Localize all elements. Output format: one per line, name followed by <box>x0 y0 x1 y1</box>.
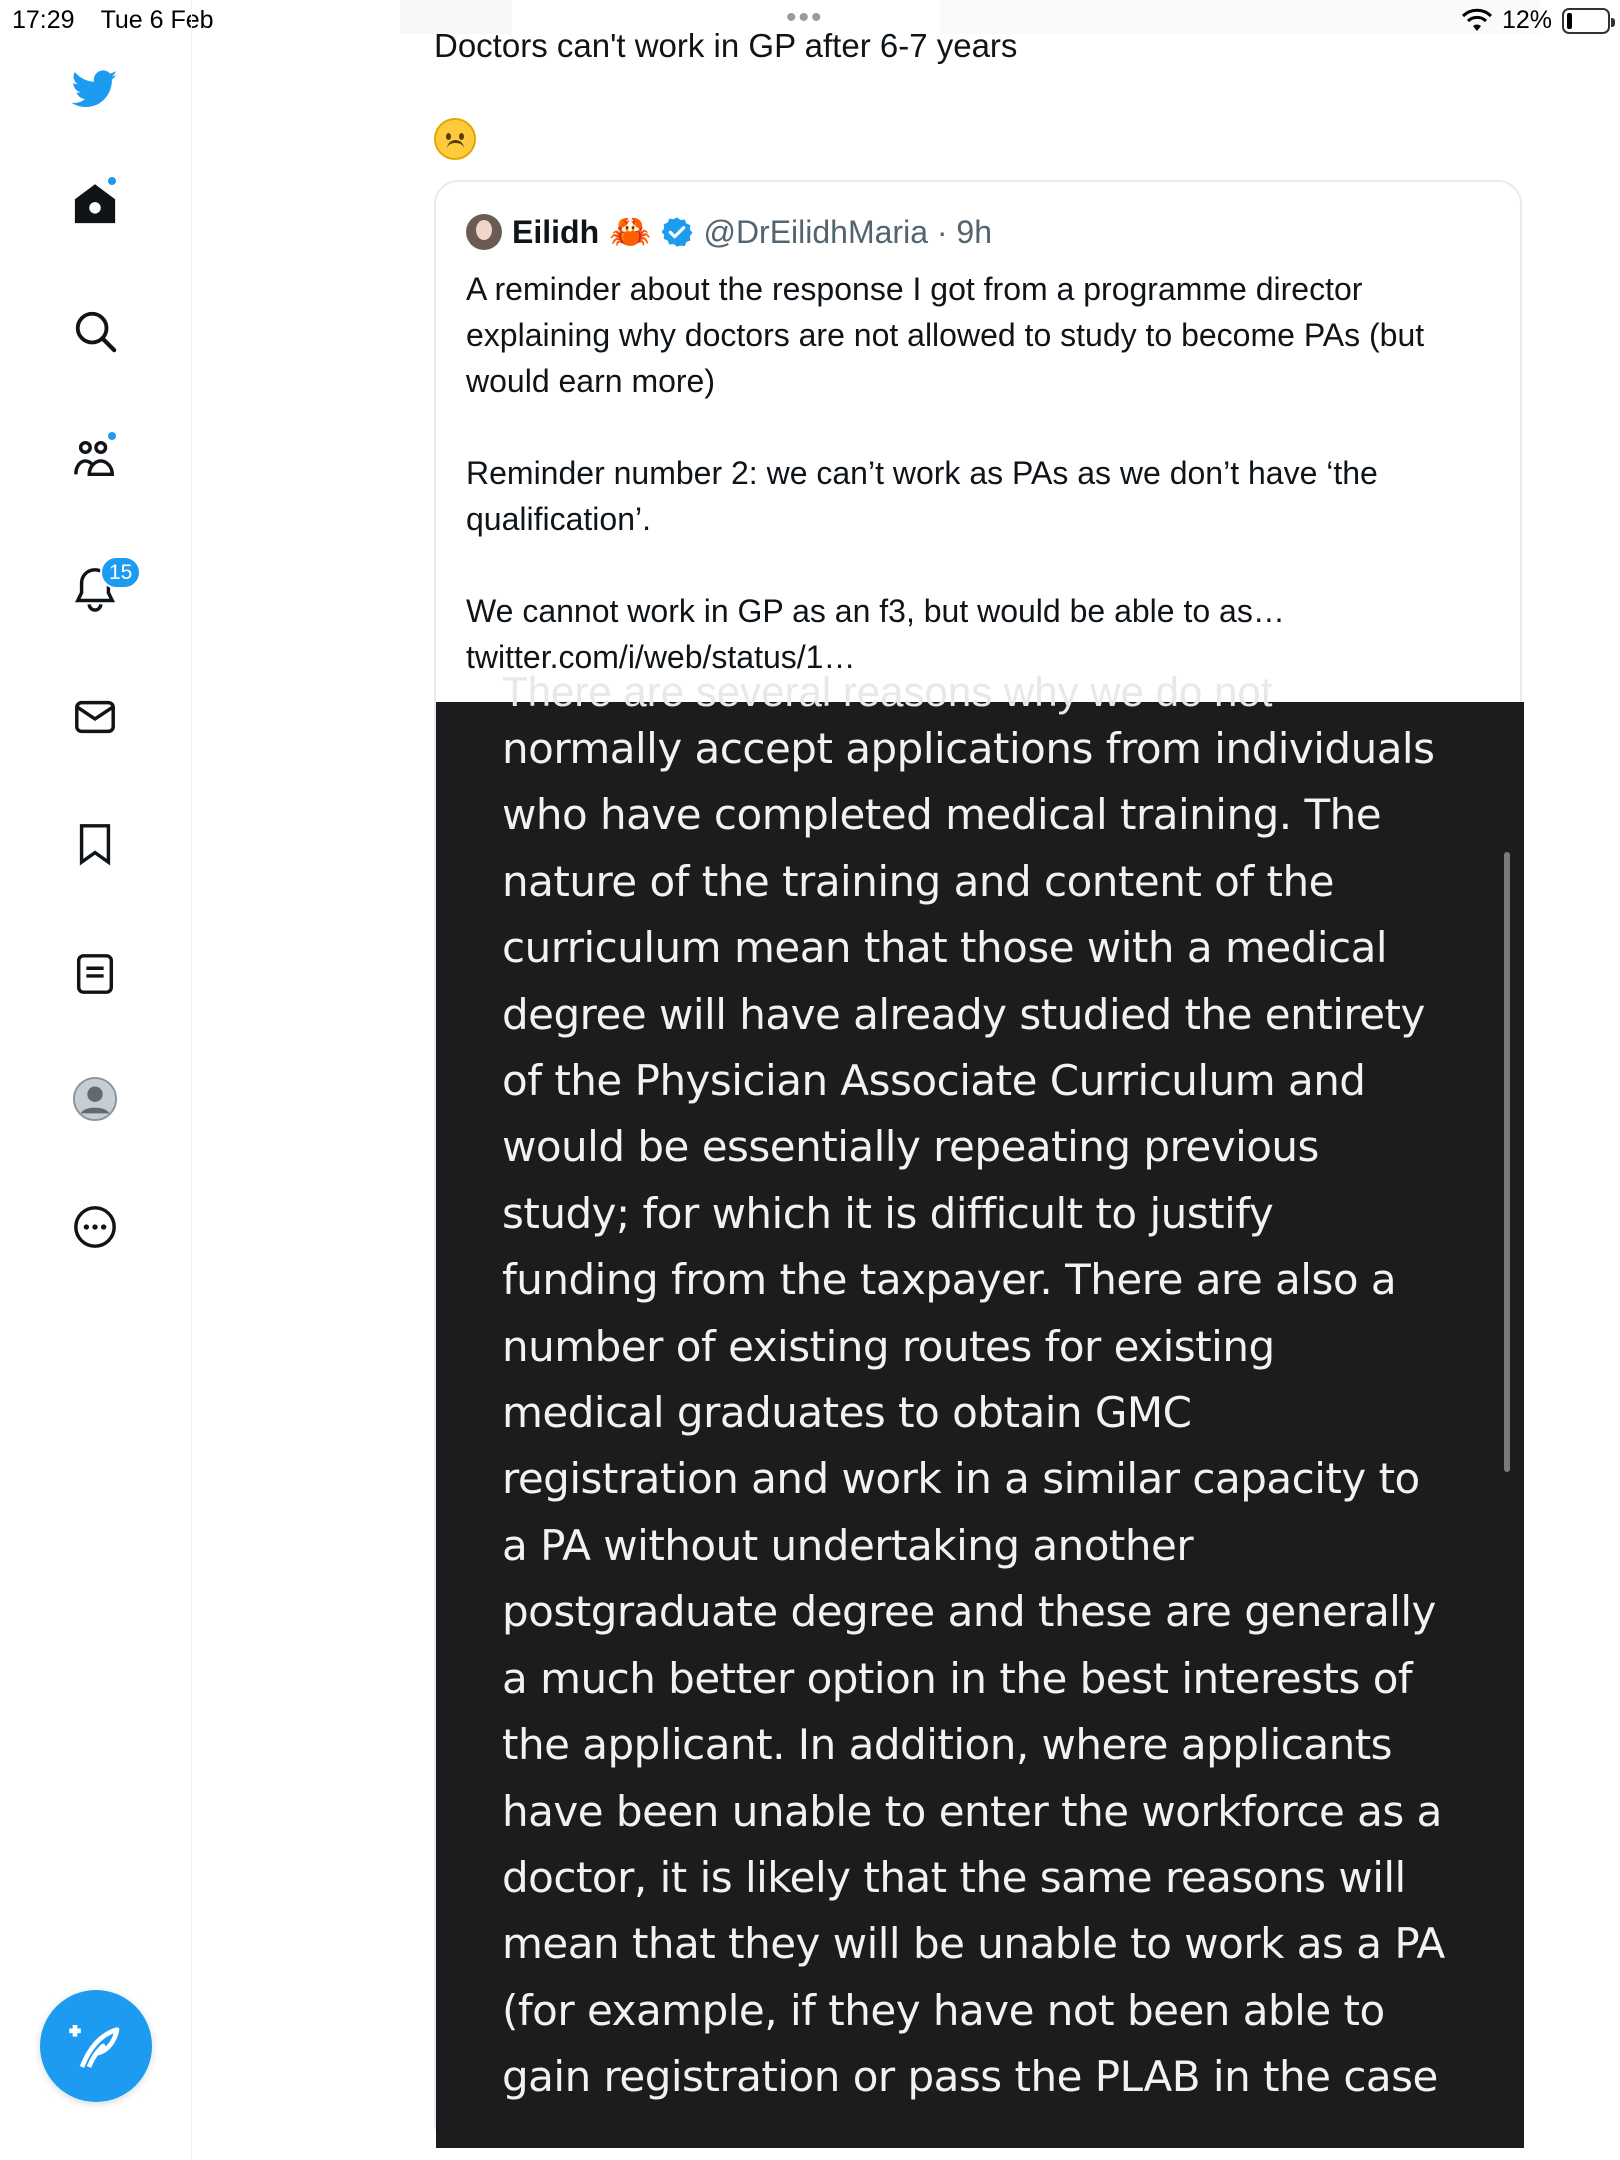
wifi-icon <box>1462 9 1492 33</box>
image-text-line: mean that they will be unable to work as a PA <box>502 1919 1445 1969</box>
image-text-line: (for example, if they have not been able to <box>502 1985 1385 2035</box>
quoted-author-name[interactable]: Eilidh <box>512 213 600 250</box>
quoted-paragraph: A reminder about the response I got from a programme director explaining why doctors are not allowed to study to become PAs (but would earn more) <box>466 271 1425 399</box>
avatar[interactable] <box>466 214 502 250</box>
image-text-line: the applicant. In addition, where applicants <box>502 1720 1393 1770</box>
bookmark-icon <box>72 821 118 867</box>
sidebar-item-messages[interactable] <box>66 688 124 746</box>
handle-text: @DrEilidhMaria <box>703 213 928 250</box>
quoted-tweet-image[interactable] <box>436 668 1524 2148</box>
top-strip-right <box>940 0 1540 34</box>
image-text-line: gain registration or pass the PLAB in the case <box>502 2052 1438 2102</box>
battery-level <box>1567 13 1572 29</box>
verified-badge-icon <box>661 216 693 248</box>
sidebar <box>0 0 192 2160</box>
image-text-line: funding from the taxpayer. There are also a <box>502 1255 1397 1305</box>
image-text-line: postgraduate degree and these are generally <box>502 1587 1436 1637</box>
image-text-line: curriculum mean that those with a medical <box>502 923 1388 973</box>
battery-icon <box>1562 8 1610 34</box>
image-text-line: registration and work in a similar capacity to <box>502 1454 1420 1504</box>
upside-down-face-emoji <box>434 118 476 160</box>
home-notification-dot <box>106 175 118 187</box>
sidebar-item-profile[interactable] <box>66 1070 124 1128</box>
image-text-line: a much better option in the best interests of <box>502 1653 1413 1703</box>
sidebar-item-communities[interactable] <box>66 430 124 488</box>
home-icon <box>72 181 118 227</box>
quoted-tweet-card[interactable] <box>434 180 1522 2146</box>
sidebar-item-lists[interactable] <box>66 945 124 1003</box>
image-text-line: study; for which it is difficult to justify <box>502 1188 1274 1238</box>
meta-separator: · <box>936 213 948 250</box>
status-bar-right <box>1462 6 1610 35</box>
status-date: Tue 6 Feb <box>100 6 214 34</box>
sidebar-item-explore[interactable] <box>66 302 124 360</box>
sidebar-item-bookmarks[interactable] <box>66 815 124 873</box>
quoted-tweet-header <box>466 212 992 252</box>
quoted-paragraph: We cannot work in GP as an f3, but would be able to as… twitter.com/i/web/status/1… <box>466 593 1285 675</box>
more-icon <box>72 1204 118 1250</box>
image-text-line: of the Physician Associate Curriculum and <box>502 1056 1366 1106</box>
multitasking-dots-icon[interactable]: ••• <box>786 1 824 34</box>
communities-notification-dot <box>106 430 118 442</box>
image-text-line: medical graduates to obtain GMC <box>502 1388 1192 1438</box>
image-text-line: a PA without undertaking another <box>502 1520 1194 1570</box>
image-text-block <box>502 716 1502 2111</box>
sidebar-item-home[interactable] <box>66 175 124 233</box>
quoted-paragraph: Reminder number 2: we can’t work as PAs as we don’t have ‘the qualification’. <box>466 455 1378 537</box>
quoted-tweet-body <box>466 266 1486 680</box>
image-text-line: degree will have already studied the entirety <box>502 989 1425 1039</box>
notifications-badge: 15 <box>100 556 141 589</box>
scrollbar[interactable] <box>1504 852 1510 1472</box>
twitter-logo-icon[interactable] <box>66 60 124 118</box>
status-time: 17:29 <box>12 6 75 34</box>
image-text-line: would be essentially repeating previous <box>502 1122 1319 1172</box>
profile-avatar-icon <box>72 1076 118 1122</box>
image-text-line: normally accept applications from individuals <box>502 724 1435 773</box>
quoted-tweet-time: 9h <box>956 213 993 250</box>
tweet-text: Doctors can't work in GP after 6-7 years <box>434 27 1018 64</box>
crab-emoji: 🦀 <box>609 213 652 251</box>
quoted-author-handle[interactable] <box>703 214 992 251</box>
compose-tweet-button[interactable] <box>40 1990 152 2102</box>
list-icon <box>72 951 118 997</box>
image-text-line: who have completed medical training. The <box>502 790 1382 840</box>
cutoff-text-top: There are several reasons why we do not <box>502 668 1273 715</box>
image-text-line: doctor, it is likely that the same reasons will <box>502 1852 1406 1902</box>
image-text-line: have been unable to enter the workforce as a <box>502 1786 1442 1836</box>
image-text-line: number of existing routes for existing <box>502 1321 1275 1371</box>
sidebar-item-more[interactable] <box>66 1198 124 1256</box>
mail-icon <box>72 694 118 740</box>
communities-icon <box>72 436 118 482</box>
compose-feather-icon <box>68 2018 124 2074</box>
search-icon <box>72 308 118 354</box>
image-text-line: nature of the training and content of the <box>502 856 1334 906</box>
battery-percent: 12% <box>1501 6 1552 34</box>
